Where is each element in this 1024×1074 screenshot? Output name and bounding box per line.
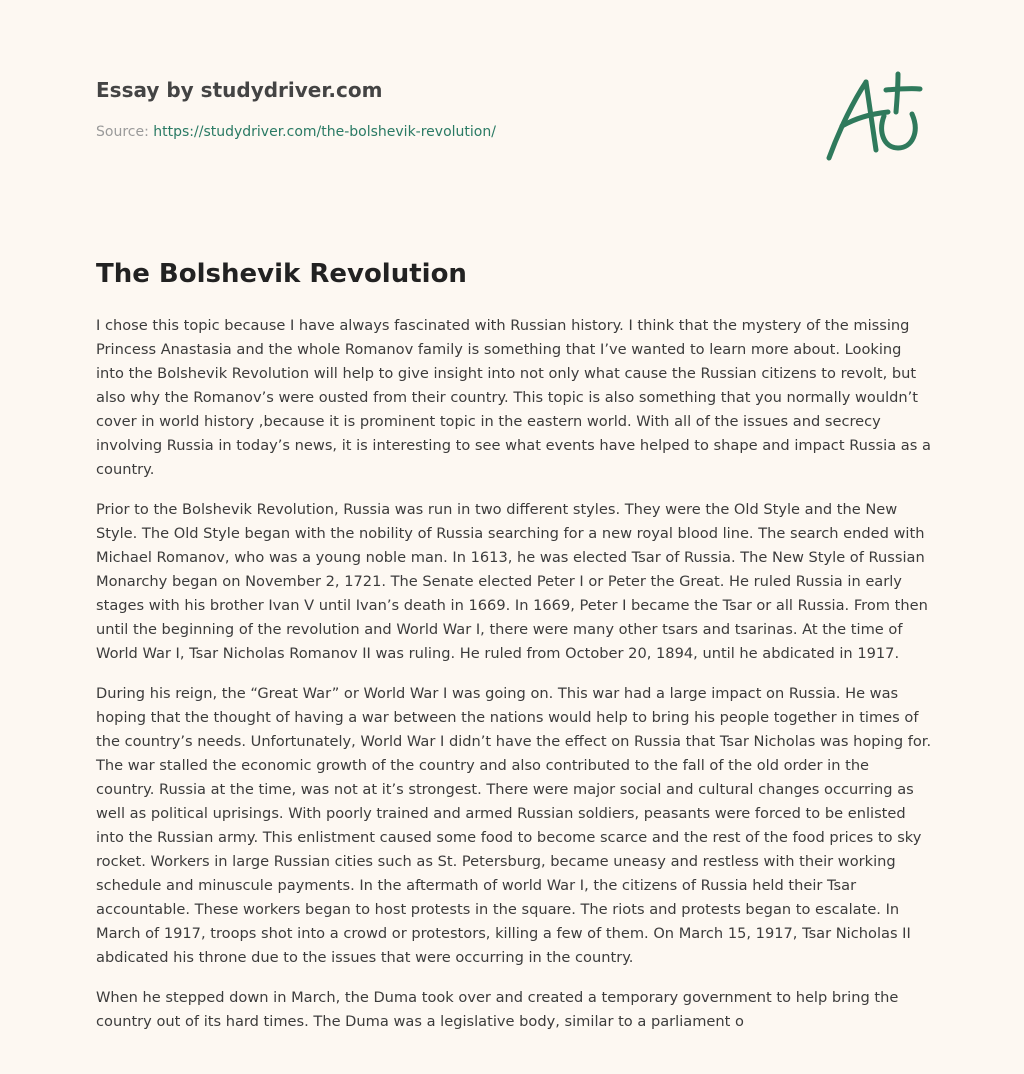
essay-header xyxy=(96,76,796,142)
site-brand: Essay by studydriver.com xyxy=(96,78,383,102)
paragraph: Prior to the Bolshevik Revolution, Russia was run in two different styles. They were the Old Style and the New Style. The Old Style began with the nobility of Russia searching for a new royal blood line. The search ended with Michael Romanov, who was a young noble man. In 1613, he was elected Tsar of Russia. The New Style of Russian Monarchy began on November 2, 1721. The Senate elected Peter I or Peter the Great. He ruled Russia in early stages with his brother Ivan V until Ivan’s death in 1669. In 1669, Peter I became the Tsar or all Russia. From then until the beginning of the revolution and World War I, there were many other tsars and tsarinas. At the time of World War I, Tsar Nicholas Romanov II was ruling. He ruled from October 20, 1894, until he abdicated in 1917. xyxy=(96,501,928,662)
a-plus-icon xyxy=(822,68,926,164)
essay-body xyxy=(96,314,932,1050)
source-label: Source: xyxy=(96,124,149,140)
source-link[interactable]: https://studydriver.com/the-bolshevik-revolution/ xyxy=(153,124,496,140)
paragraph: During his reign, the “Great War” or World War I was going on. This war had a large impact on Russia. He was hoping that the thought of having a war between the nations would help to bring his people together in times of the country’s needs. Unfortunately, World War I didn’t have the effect on Russia that Tsar Nicholas was hoping for. The war stalled the economic growth of the country and also contributed to the fall of the old order in the country. Russia at the time, was not at it’s strongest. There were major social and cultural changes occurring as well as political uprisings. With poorly trained and armed Russian soldiers, peasants were forced to be enlisted into the Russian army. This enlistment caused some food to become scarce and the rest of the food prices to sky rocket. Workers in large Russian cities such as St. Petersburg, became uneasy and restless with their working schedule and minuscule payments. In the aftermath of world War I, the citizens of Russia held their Tsar accountable. These workers began to host protests in the square. The riots and protests began to escalate. In March of 1917, troops shot into a crowd or protestors, killing a few of them. On March 15, 1917, Tsar Nicholas II abdicated his throne due to the issues that were occurring in the country. xyxy=(96,685,932,966)
essay-title: The Bolshevik Revolution xyxy=(96,259,467,289)
paragraph: I chose this topic because I have always fascinated with Russian history. I think that the mystery of the missing Princess Anastasia and the whole Romanov family is something that I’ve wanted to learn more about. Looking into the Bolshevik Revolution will help to give insight into not only what cause the Russian citizens to revolt, but also why the Romanov’s were ousted from their country. This topic is also something that you normally wouldn’t cover in world history ,because it is prominent topic in the eastern world. With all of the issues and secrecy involving Russia in today’s news, it is interesting to see what events have helped to shape and impact Russia as a country. xyxy=(96,317,931,478)
source-line xyxy=(96,122,796,142)
paragraph: When he stepped down in March, the Duma took over and created a temporary government to help bring the country out of its hard times. The Duma was a legislative body, similar to a parliament o xyxy=(96,989,899,1030)
